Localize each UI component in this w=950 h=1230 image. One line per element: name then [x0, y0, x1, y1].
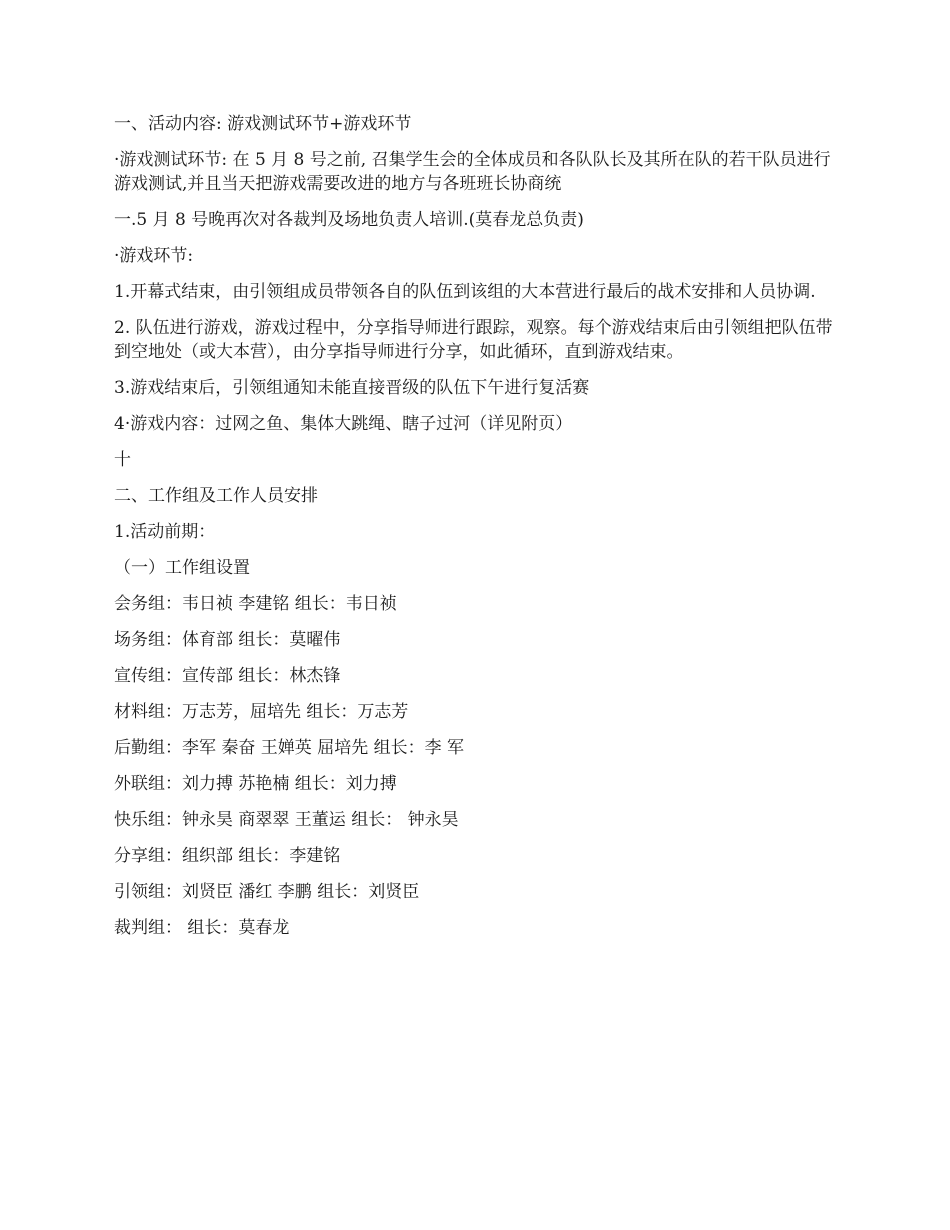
subheading-group-setup: （一）工作组设置 — [114, 558, 250, 578]
subheading-pre-activity: 1.活动前期： — [114, 522, 216, 542]
section-heading-activity-content: 一、活动内容: 游戏测试环节+游戏环节 — [114, 114, 412, 134]
group-line-logistics: 后勤组：李军 秦奋 王婵英 屈培先 组长：李 军 — [114, 738, 465, 758]
list-item-game-content: 4·游戏内容：过网之鱼、集体大跳绳、瞎子过河（详见附页） — [114, 414, 573, 434]
paragraph-training: 一.5 月 8 号晚再次对各裁判及场地负责人培训.(莫春龙总负责) — [114, 210, 584, 230]
group-line-sharing: 分享组：组织部 组长：李建铭 — [114, 846, 341, 866]
paragraph-game-test: ·游戏测试环节: 在 5 月 8 号之前, 召集学生会的全体成员和各队队长及其所在队的若干队员进行游戏测试,并且当天把游戏需要改进的地方与各班班长协商统 — [114, 150, 831, 194]
paragraph-game-stage-heading: ·游戏环节: — [114, 246, 194, 266]
document-body — [114, 112, 844, 952]
section-heading-work-groups: 二、工作组及工作人员安排 — [114, 486, 318, 506]
list-item-play: 2. 队伍进行游戏，游戏过程中，分享指导师进行跟踪，观察。每个游戏结束后由引领组把队伍带到空地处（或大本营），由分享指导师进行分享，如此循环，直到游戏结束。 — [114, 318, 833, 362]
list-item-revival: 3.游戏结束后，引领组通知未能直接晋级的队伍下午进行复活赛 — [114, 378, 590, 398]
group-line-happy: 快乐组：钟永昊 商翠翠 王董运 组长： 钟永昊 — [114, 810, 459, 830]
group-line-referees: 裁判组： 组长：莫春龙 — [114, 918, 290, 938]
group-line-conference: 会务组：韦日祯 李建铭 组长：韦日祯 — [114, 594, 397, 614]
list-item-opening: 1.开幕式结束，由引领组成员带领各自的队伍到该组的大本营进行最后的战术安排和人员协调. — [114, 282, 816, 302]
group-line-materials: 材料组：万志芳，屈培先 组长：万志芳 — [114, 702, 409, 722]
stray-character: 十 — [114, 450, 131, 470]
group-line-publicity: 宣传组：宣传部 组长：林杰锋 — [114, 666, 341, 686]
group-line-venue: 场务组：体育部 组长：莫曜伟 — [114, 630, 341, 650]
group-line-outreach: 外联组：刘力搏 苏艳楠 组长：刘力搏 — [114, 774, 397, 794]
group-line-guides: 引领组：刘贤臣 潘红 李鹏 组长：刘贤臣 — [114, 882, 420, 902]
